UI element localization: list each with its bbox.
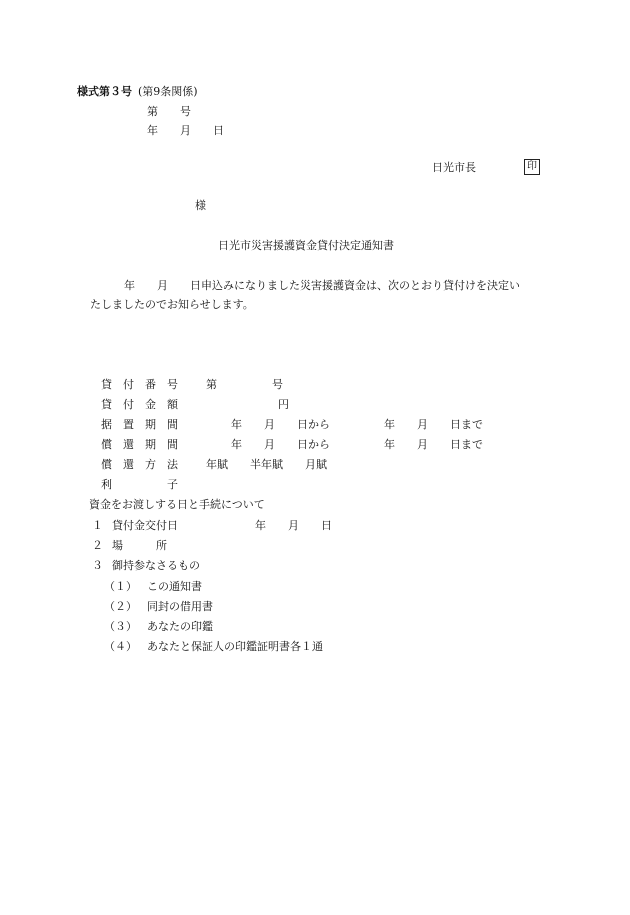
deferment-period-label: 据 置 期 間 <box>101 418 178 431</box>
repayment-period-label: 償 還 期 間 <box>101 438 178 451</box>
list-item-number: （４） <box>104 640 137 653</box>
seal-stamp-placeholder: 印 <box>524 159 540 175</box>
list-item-number: （１） <box>104 580 137 593</box>
loan-number-value: 第 号 <box>206 378 283 391</box>
repayment-method-label: 償 還 方 法 <box>101 458 178 471</box>
repayment-method-options: 年賦 半年賦 月賦 <box>206 458 327 471</box>
procedure-item-2-number: ２ <box>92 539 103 552</box>
list-item-text: あなたの印鑑 <box>147 620 213 633</box>
procedure-item-2-label: 場 所 <box>112 539 167 552</box>
document-date-line: 年 月 日 <box>147 124 224 137</box>
list-item-text: 同封の借用書 <box>147 600 213 613</box>
procedure-item-1-number: １ <box>92 519 103 532</box>
form-reference: (第9条関係) <box>138 85 198 98</box>
procedure-item-1-date: 年 月 日 <box>255 519 332 532</box>
procedure-item-3-label: 御持参なさるもの <box>112 559 200 572</box>
procedure-item-3-number: ３ <box>92 559 103 572</box>
list-item-text: この通知書 <box>147 580 202 593</box>
repayment-period-to: 年 月 日まで <box>384 438 483 451</box>
recipient-honorific: 様 <box>195 199 206 212</box>
body-text-line-1: 年 月 日申込みになりました災害援護資金は、次のとおり貸付けを決定い <box>124 279 520 292</box>
procedure-item-1-label: 貸付金交付日 <box>112 519 178 532</box>
loan-amount-label: 貸 付 金 額 <box>101 398 178 411</box>
interest-label: 利 子 <box>101 478 178 491</box>
procedure-heading: 資金をお渡しする日と手続について <box>89 498 265 511</box>
form-number: 様式第３号 <box>77 85 132 98</box>
document-number-line: 第 号 <box>147 105 191 118</box>
list-item-text: あなたと保証人の印鑑証明書各１通 <box>147 640 323 653</box>
deferment-period-to: 年 月 日まで <box>384 418 483 431</box>
document-title: 日光市災害援護資金貸付決定通知書 <box>218 239 394 252</box>
repayment-period-from: 年 月 日から <box>231 438 330 451</box>
body-text-line-2: たしましたのでお知らせします。 <box>90 298 254 311</box>
issuer-name: 日光市長 <box>432 161 476 174</box>
deferment-period-from: 年 月 日から <box>231 418 330 431</box>
loan-number-label: 貸 付 番 号 <box>101 378 178 391</box>
list-item-number: （３） <box>104 620 137 633</box>
loan-amount-unit: 円 <box>278 398 289 411</box>
list-item-number: （２） <box>104 600 137 613</box>
